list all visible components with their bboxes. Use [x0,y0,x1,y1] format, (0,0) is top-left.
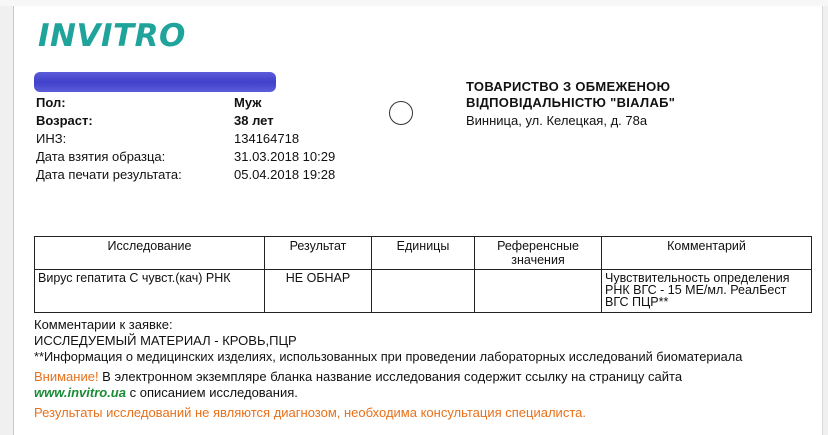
redacted-patient-name [34,72,276,92]
invitro-logo: INVITRO [38,18,186,54]
header-reference: Референсные значения [475,237,602,270]
cell-reference [475,270,602,313]
cell-result: НЕ ОБНАР [265,270,372,313]
age-label: Возраст: [36,113,93,128]
age-value: 38 лет [234,113,274,128]
inz-label: ИНЗ: [36,131,67,146]
table-row [35,270,812,313]
attention-word: Внимание! [34,369,99,384]
sample-date-label: Дата взятия образца: [36,149,166,164]
invitro-site-link[interactable]: www.invitro.ua [34,385,126,400]
lab-address: Винница, ул. Келецкая, д. 78а [466,113,648,128]
attention-block [34,369,824,401]
inz-value: 134164718 [234,131,300,146]
cell-units [372,270,475,313]
header-comment: Комментарий [602,237,812,270]
header-units: Единицы [372,237,475,270]
sex-value: Муж [234,95,262,110]
lab-report-page [14,6,822,435]
material-line: ИССЛЕДУЕМЫЙ МАТЕРИАЛ - КРОВЬ,ПЦР [34,333,297,348]
results-table [34,236,812,313]
header-result: Результат [265,237,372,270]
cursor-circle-icon [389,101,413,125]
comments-title: Комментарии к заявке: [34,317,173,332]
lab-name-line2: ВІДПОВІДАЛЬНІСТЮ "ВІАЛАБ" [466,95,676,110]
lab-name [466,79,675,111]
attention-text: В электронном экземпляре бланка название исследования содержит ссылку на страницу сайта [98,369,683,384]
devices-note: **Информация о медицинских изделиях, использованных при проведении лабораторных исследований биоматериала [34,349,743,364]
sex-label: Пол: [36,95,66,110]
sample-date-value: 31.03.2018 10:29 [234,149,336,164]
cell-comment: Чувствительность определения РНК ВГС - 15 МЕ/мл. РеалБест ВГС ПЦР** [602,270,812,313]
site-tail-text: с описанием исследования. [125,385,298,400]
disclaimer: Результаты исследований не являются диагнозом, необходима консультация специалиста. [34,405,586,420]
print-date-label: Дата печати результата: [36,167,182,182]
lab-name-line1: ТОВАРИСТВО З ОБМЕЖЕНОЮ [466,79,671,94]
print-date-value: 05.04.2018 19:28 [234,167,336,182]
cell-test[interactable]: Вирус гепатита С чувст.(кач) РНК [35,270,265,313]
header-test: Исследование [35,237,265,270]
table-header-row [35,237,812,270]
